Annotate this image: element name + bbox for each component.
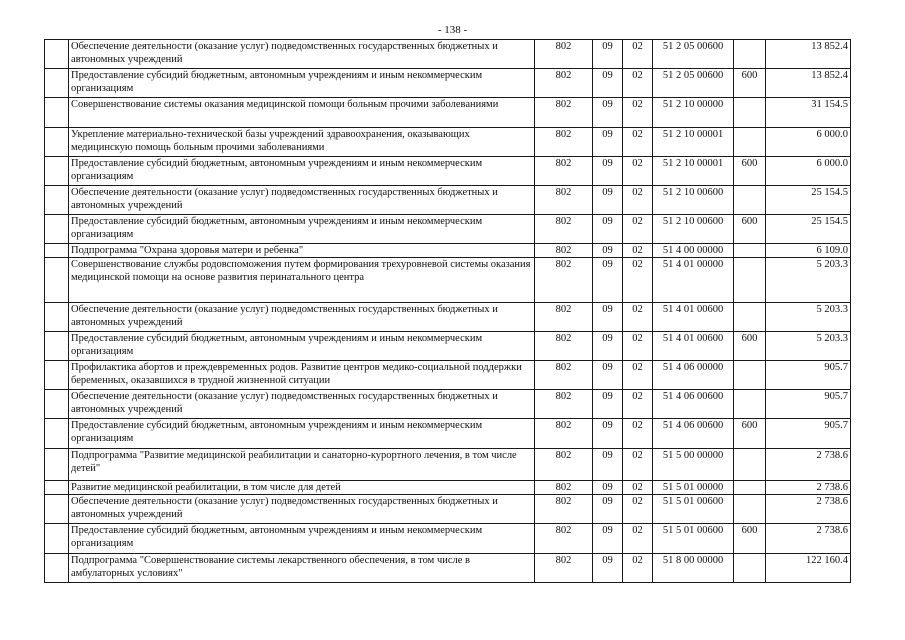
row-amount: 2 738.6 bbox=[766, 449, 851, 481]
row-section: 09 bbox=[593, 128, 623, 157]
row-name: Профилактика абортов и преждевременных родов. Развитие центров медико-социальной поддержки беременных, оказавшихся в трудной жизненной ситуации bbox=[69, 361, 535, 390]
row-amount: 122 160.4 bbox=[766, 554, 851, 583]
row-section: 09 bbox=[593, 419, 623, 449]
table-row bbox=[45, 244, 851, 258]
row-target: 51 5 01 00600 bbox=[653, 495, 734, 524]
row-target: 51 8 00 00000 bbox=[653, 554, 734, 583]
row-name: Совершенствование системы оказания медицинской помощи больным прочими заболеваниями bbox=[69, 98, 535, 128]
row-type bbox=[734, 481, 766, 495]
row-section: 09 bbox=[593, 244, 623, 258]
row-type bbox=[734, 98, 766, 128]
row-amount: 5 203.3 bbox=[766, 303, 851, 332]
row-name: Подпрограмма "Охрана здоровья матери и ребенка" bbox=[69, 244, 535, 258]
table-row bbox=[45, 303, 851, 332]
row-ministry: 802 bbox=[535, 215, 593, 244]
row-amount: 13 852.4 bbox=[766, 40, 851, 69]
row-ministry: 802 bbox=[535, 244, 593, 258]
row-amount: 5 203.3 bbox=[766, 258, 851, 303]
row-type: 600 bbox=[734, 332, 766, 361]
row-type bbox=[734, 244, 766, 258]
budget-table bbox=[44, 39, 851, 583]
row-marker bbox=[45, 524, 69, 554]
row-target: 51 4 01 00000 bbox=[653, 258, 734, 303]
row-section: 09 bbox=[593, 481, 623, 495]
row-type bbox=[734, 390, 766, 419]
row-type bbox=[734, 303, 766, 332]
row-subsection: 02 bbox=[623, 215, 653, 244]
row-section: 09 bbox=[593, 332, 623, 361]
row-name: Подпрограмма "Совершенствование системы лекарственного обеспечения, в том числе в амбулаторных условиях" bbox=[69, 554, 535, 583]
row-target: 51 2 10 00001 bbox=[653, 157, 734, 186]
row-name: Предоставление субсидий бюджетным, автономным учреждениям и иным некоммерческим организациям bbox=[69, 419, 535, 449]
row-type bbox=[734, 258, 766, 303]
row-subsection: 02 bbox=[623, 244, 653, 258]
row-target: 51 4 01 00600 bbox=[653, 332, 734, 361]
table-row bbox=[45, 258, 851, 303]
row-marker bbox=[45, 495, 69, 524]
row-amount: 6 109.0 bbox=[766, 244, 851, 258]
row-marker bbox=[45, 332, 69, 361]
row-name: Предоставление субсидий бюджетным, автономным учреждениям и иным некоммерческим организациям bbox=[69, 332, 535, 361]
row-ministry: 802 bbox=[535, 258, 593, 303]
row-target: 51 2 10 00001 bbox=[653, 128, 734, 157]
table-row bbox=[45, 524, 851, 554]
row-ministry: 802 bbox=[535, 419, 593, 449]
row-amount: 2 738.6 bbox=[766, 495, 851, 524]
row-section: 09 bbox=[593, 303, 623, 332]
row-subsection: 02 bbox=[623, 419, 653, 449]
row-name: Предоставление субсидий бюджетным, автономным учреждениям и иным некоммерческим организациям bbox=[69, 524, 535, 554]
row-amount: 2 738.6 bbox=[766, 481, 851, 495]
row-type bbox=[734, 186, 766, 215]
row-section: 09 bbox=[593, 524, 623, 554]
table-row bbox=[45, 128, 851, 157]
row-type: 600 bbox=[734, 215, 766, 244]
row-marker bbox=[45, 40, 69, 69]
row-ministry: 802 bbox=[535, 390, 593, 419]
row-ministry: 802 bbox=[535, 554, 593, 583]
row-marker bbox=[45, 258, 69, 303]
row-subsection: 02 bbox=[623, 390, 653, 419]
table-row bbox=[45, 40, 851, 69]
row-target: 51 4 06 00600 bbox=[653, 390, 734, 419]
row-subsection: 02 bbox=[623, 481, 653, 495]
row-marker bbox=[45, 554, 69, 583]
row-type bbox=[734, 128, 766, 157]
row-target: 51 2 10 00600 bbox=[653, 186, 734, 215]
row-type bbox=[734, 40, 766, 69]
row-amount: 13 852.4 bbox=[766, 69, 851, 98]
page-number: - 138 - bbox=[437, 24, 468, 36]
row-marker bbox=[45, 215, 69, 244]
table-row bbox=[45, 449, 851, 481]
row-ministry: 802 bbox=[535, 186, 593, 215]
table-row bbox=[45, 554, 851, 583]
row-section: 09 bbox=[593, 69, 623, 98]
row-marker bbox=[45, 69, 69, 98]
row-target: 51 5 01 00600 bbox=[653, 524, 734, 554]
row-amount: 905.7 bbox=[766, 419, 851, 449]
table-row bbox=[45, 390, 851, 419]
row-subsection: 02 bbox=[623, 495, 653, 524]
table-row bbox=[45, 157, 851, 186]
table-row bbox=[45, 419, 851, 449]
row-name: Предоставление субсидий бюджетным, автономным учреждениям и иным некоммерческим организациям bbox=[69, 215, 535, 244]
row-amount: 2 738.6 bbox=[766, 524, 851, 554]
table-row bbox=[45, 332, 851, 361]
row-ministry: 802 bbox=[535, 40, 593, 69]
row-section: 09 bbox=[593, 449, 623, 481]
row-name: Обеспечение деятельности (оказание услуг) подведомственных государственных бюджетных и автономных учреждений bbox=[69, 186, 535, 215]
row-target: 51 4 06 00000 bbox=[653, 361, 734, 390]
row-name: Предоставление субсидий бюджетным, автономным учреждениям и иным некоммерческим организациям bbox=[69, 69, 535, 98]
row-subsection: 02 bbox=[623, 157, 653, 186]
row-amount: 25 154.5 bbox=[766, 186, 851, 215]
row-subsection: 02 bbox=[623, 258, 653, 303]
row-target: 51 2 05 00600 bbox=[653, 40, 734, 69]
row-target: 51 5 01 00000 bbox=[653, 481, 734, 495]
table-row bbox=[45, 186, 851, 215]
row-subsection: 02 bbox=[623, 98, 653, 128]
row-ministry: 802 bbox=[535, 524, 593, 554]
row-section: 09 bbox=[593, 258, 623, 303]
row-ministry: 802 bbox=[535, 69, 593, 98]
row-subsection: 02 bbox=[623, 332, 653, 361]
row-ministry: 802 bbox=[535, 98, 593, 128]
row-subsection: 02 bbox=[623, 303, 653, 332]
row-name: Подпрограмма "Развитие медицинской реабилитации и санаторно-курортного лечения, в том числе детей" bbox=[69, 449, 535, 481]
table-row bbox=[45, 361, 851, 390]
row-amount: 31 154.5 bbox=[766, 98, 851, 128]
row-subsection: 02 bbox=[623, 554, 653, 583]
row-type bbox=[734, 554, 766, 583]
row-marker bbox=[45, 186, 69, 215]
row-name: Обеспечение деятельности (оказание услуг) подведомственных государственных бюджетных и автономных учреждений bbox=[69, 390, 535, 419]
row-section: 09 bbox=[593, 157, 623, 186]
row-marker bbox=[45, 128, 69, 157]
row-marker bbox=[45, 481, 69, 495]
row-ministry: 802 bbox=[535, 361, 593, 390]
row-ministry: 802 bbox=[535, 332, 593, 361]
row-target: 51 2 05 00600 bbox=[653, 69, 734, 98]
row-subsection: 02 bbox=[623, 40, 653, 69]
row-section: 09 bbox=[593, 40, 623, 69]
table-row bbox=[45, 98, 851, 128]
row-name: Развитие медицинской реабилитации, в том числе для детей bbox=[69, 481, 535, 495]
row-section: 09 bbox=[593, 98, 623, 128]
row-subsection: 02 bbox=[623, 128, 653, 157]
row-amount: 5 203.3 bbox=[766, 332, 851, 361]
row-amount: 6 000.0 bbox=[766, 157, 851, 186]
row-target: 51 2 10 00600 bbox=[653, 215, 734, 244]
row-subsection: 02 bbox=[623, 524, 653, 554]
row-marker bbox=[45, 361, 69, 390]
row-ministry: 802 bbox=[535, 157, 593, 186]
table-row bbox=[45, 69, 851, 98]
row-section: 09 bbox=[593, 554, 623, 583]
row-target: 51 5 00 00000 bbox=[653, 449, 734, 481]
row-name: Укрепление материально-технической базы учреждений здравоохранения, оказывающих медицинскую помощь больным прочими заболеваниями bbox=[69, 128, 535, 157]
row-ministry: 802 bbox=[535, 128, 593, 157]
table-row bbox=[45, 215, 851, 244]
row-type bbox=[734, 495, 766, 524]
row-target: 51 4 01 00600 bbox=[653, 303, 734, 332]
row-type: 600 bbox=[734, 524, 766, 554]
row-subsection: 02 bbox=[623, 186, 653, 215]
row-type: 600 bbox=[734, 69, 766, 98]
row-marker bbox=[45, 244, 69, 258]
row-name: Обеспечение деятельности (оказание услуг) подведомственных государственных бюджетных и автономных учреждений bbox=[69, 495, 535, 524]
row-type bbox=[734, 449, 766, 481]
row-target: 51 4 06 00600 bbox=[653, 419, 734, 449]
row-type: 600 bbox=[734, 419, 766, 449]
row-marker bbox=[45, 157, 69, 186]
row-section: 09 bbox=[593, 390, 623, 419]
row-ministry: 802 bbox=[535, 495, 593, 524]
row-section: 09 bbox=[593, 361, 623, 390]
row-subsection: 02 bbox=[623, 69, 653, 98]
row-name: Обеспечение деятельности (оказание услуг) подведомственных государственных бюджетных и автономных учреждений bbox=[69, 40, 535, 69]
row-type: 600 bbox=[734, 157, 766, 186]
row-marker bbox=[45, 390, 69, 419]
row-ministry: 802 bbox=[535, 449, 593, 481]
row-section: 09 bbox=[593, 215, 623, 244]
row-section: 09 bbox=[593, 186, 623, 215]
row-target: 51 2 10 00000 bbox=[653, 98, 734, 128]
row-section: 09 bbox=[593, 495, 623, 524]
row-ministry: 802 bbox=[535, 481, 593, 495]
row-marker bbox=[45, 98, 69, 128]
row-ministry: 802 bbox=[535, 303, 593, 332]
table-row bbox=[45, 495, 851, 524]
row-subsection: 02 bbox=[623, 449, 653, 481]
row-marker bbox=[45, 419, 69, 449]
row-amount: 905.7 bbox=[766, 361, 851, 390]
row-marker bbox=[45, 449, 69, 481]
row-subsection: 02 bbox=[623, 361, 653, 390]
row-name: Обеспечение деятельности (оказание услуг) подведомственных государственных бюджетных и автономных учреждений bbox=[69, 303, 535, 332]
table-row bbox=[45, 481, 851, 495]
row-name: Совершенствование службы родовспоможения путем формирования трехуровневой системы оказания медицинской помощи на основе развития перинатального центра bbox=[69, 258, 535, 303]
row-amount: 6 000.0 bbox=[766, 128, 851, 157]
row-type bbox=[734, 361, 766, 390]
row-name: Предоставление субсидий бюджетным, автономным учреждениям и иным некоммерческим организациям bbox=[69, 157, 535, 186]
row-marker bbox=[45, 303, 69, 332]
row-amount: 25 154.5 bbox=[766, 215, 851, 244]
row-amount: 905.7 bbox=[766, 390, 851, 419]
row-target: 51 4 00 00000 bbox=[653, 244, 734, 258]
